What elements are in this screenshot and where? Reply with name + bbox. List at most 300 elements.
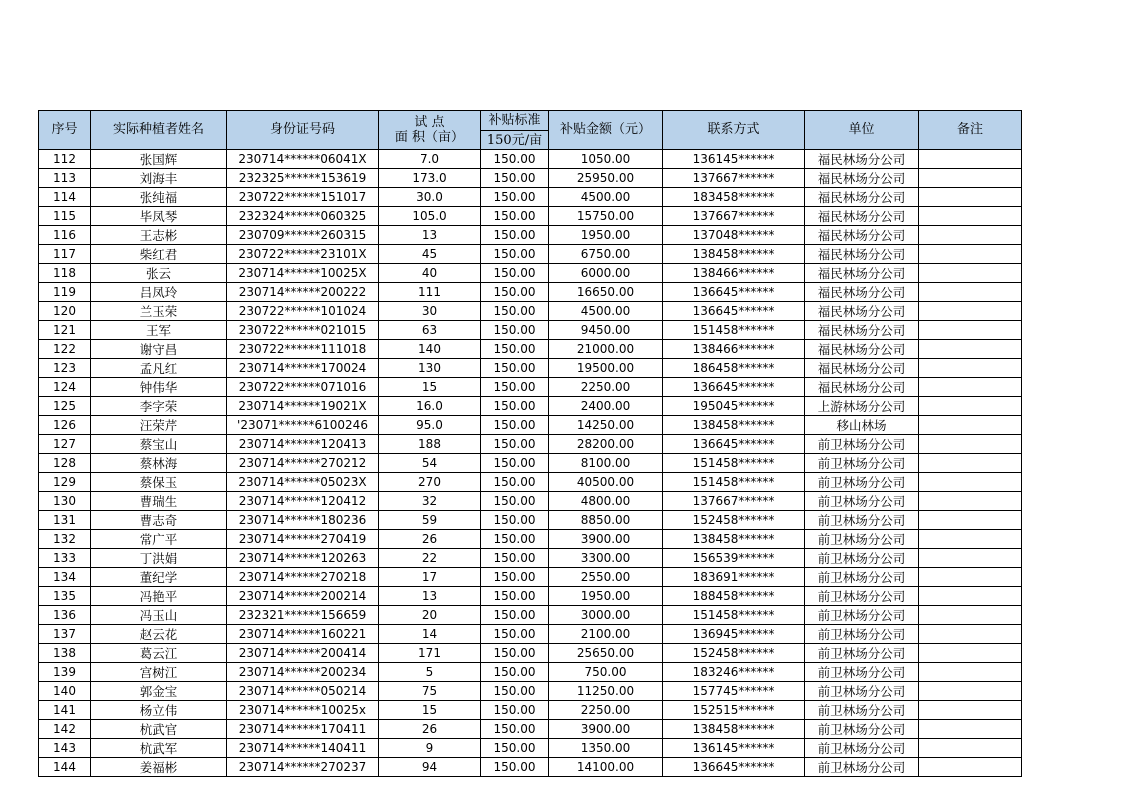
cell-standard: 150.00 [481, 188, 549, 207]
cell-amount: 9450.00 [549, 321, 663, 340]
table-row [39, 283, 1022, 302]
cell-unit: 前卫林场分公司 [805, 473, 919, 492]
cell-id-number: 230714******19021X [227, 397, 379, 416]
cell-remark [919, 625, 1022, 644]
cell-area: 140 [379, 340, 481, 359]
header-remark: 备注 [919, 111, 1022, 150]
cell-seq: 126 [39, 416, 91, 435]
cell-amount: 21000.00 [549, 340, 663, 359]
cell-standard: 150.00 [481, 454, 549, 473]
cell-area: 40 [379, 264, 481, 283]
cell-standard: 150.00 [481, 359, 549, 378]
cell-standard: 150.00 [481, 530, 549, 549]
table-row [39, 416, 1022, 435]
cell-id-number: 232324******060325 [227, 207, 379, 226]
cell-amount: 6750.00 [549, 245, 663, 264]
cell-remark [919, 378, 1022, 397]
table-row [39, 587, 1022, 606]
table-row [39, 245, 1022, 264]
cell-id-number: 230714******05023X [227, 473, 379, 492]
cell-name: 郭金宝 [91, 682, 227, 701]
cell-standard: 150.00 [481, 511, 549, 530]
cell-name: 王军 [91, 321, 227, 340]
cell-name: 王志彬 [91, 226, 227, 245]
cell-seq: 135 [39, 587, 91, 606]
cell-standard: 150.00 [481, 587, 549, 606]
cell-remark [919, 264, 1022, 283]
cell-standard: 150.00 [481, 663, 549, 682]
cell-id-number: 230714******270212 [227, 454, 379, 473]
cell-area: 75 [379, 682, 481, 701]
cell-id-number: 230714******170411 [227, 720, 379, 739]
table-row [39, 302, 1022, 321]
cell-standard: 150.00 [481, 283, 549, 302]
cell-remark [919, 473, 1022, 492]
cell-area: 26 [379, 720, 481, 739]
cell-unit: 福民林场分公司 [805, 245, 919, 264]
cell-area: 13 [379, 587, 481, 606]
cell-name: 常广平 [91, 530, 227, 549]
cell-unit: 福民林场分公司 [805, 283, 919, 302]
cell-seq: 127 [39, 435, 91, 454]
cell-id-number: 230714******050214 [227, 682, 379, 701]
table-row [39, 663, 1022, 682]
cell-remark [919, 188, 1022, 207]
cell-remark [919, 283, 1022, 302]
cell-area: 188 [379, 435, 481, 454]
cell-seq: 141 [39, 701, 91, 720]
cell-id-number: 230714******200222 [227, 283, 379, 302]
cell-unit: 前卫林场分公司 [805, 720, 919, 739]
cell-seq: 132 [39, 530, 91, 549]
cell-contact: 136645****** [663, 283, 805, 302]
cell-amount: 11250.00 [549, 682, 663, 701]
table-row [39, 492, 1022, 511]
cell-contact: 138466****** [663, 264, 805, 283]
subsidy-table [38, 110, 1022, 777]
cell-seq: 129 [39, 473, 91, 492]
cell-standard: 150.00 [481, 226, 549, 245]
cell-amount: 28200.00 [549, 435, 663, 454]
cell-name: 毕凤琴 [91, 207, 227, 226]
cell-area: 270 [379, 473, 481, 492]
cell-standard: 150.00 [481, 340, 549, 359]
cell-name: 杭武官 [91, 720, 227, 739]
cell-contact: 136645****** [663, 302, 805, 321]
cell-seq: 120 [39, 302, 91, 321]
cell-seq: 113 [39, 169, 91, 188]
cell-contact: 137667****** [663, 169, 805, 188]
cell-remark [919, 587, 1022, 606]
cell-standard: 150.00 [481, 245, 549, 264]
header-area-line2: 面 积（亩） [394, 130, 465, 145]
cell-name: 汪荣芹 [91, 416, 227, 435]
cell-id-number: 230714******270218 [227, 568, 379, 587]
cell-standard: 150.00 [481, 397, 549, 416]
cell-amount: 40500.00 [549, 473, 663, 492]
cell-seq: 123 [39, 359, 91, 378]
cell-remark [919, 492, 1022, 511]
cell-remark [919, 435, 1022, 454]
cell-contact: 136645****** [663, 378, 805, 397]
cell-seq: 144 [39, 758, 91, 777]
cell-id-number: 230714******180236 [227, 511, 379, 530]
cell-unit: 前卫林场分公司 [805, 606, 919, 625]
table-row [39, 758, 1022, 777]
cell-remark [919, 226, 1022, 245]
cell-contact: 138458****** [663, 416, 805, 435]
cell-remark [919, 758, 1022, 777]
header-standard-bottom: 150元/亩 [481, 131, 549, 150]
table-row [39, 606, 1022, 625]
cell-standard: 150.00 [481, 701, 549, 720]
table-row [39, 701, 1022, 720]
cell-id-number: 230714******160221 [227, 625, 379, 644]
cell-name: 姜福彬 [91, 758, 227, 777]
table-row [39, 207, 1022, 226]
cell-id-number: 230709******260315 [227, 226, 379, 245]
cell-unit: 上游林场分公司 [805, 397, 919, 416]
cell-unit: 前卫林场分公司 [805, 625, 919, 644]
cell-seq: 115 [39, 207, 91, 226]
cell-name: 刘海丰 [91, 169, 227, 188]
cell-amount: 1050.00 [549, 150, 663, 169]
cell-area: 30 [379, 302, 481, 321]
table-row [39, 549, 1022, 568]
cell-amount: 4800.00 [549, 492, 663, 511]
cell-amount: 2250.00 [549, 378, 663, 397]
cell-remark [919, 663, 1022, 682]
cell-id-number: 232321******156659 [227, 606, 379, 625]
cell-unit: 福民林场分公司 [805, 340, 919, 359]
cell-contact: 152458****** [663, 644, 805, 663]
cell-standard: 150.00 [481, 416, 549, 435]
table-row [39, 150, 1022, 169]
header-amount: 补贴金额（元） [549, 111, 663, 150]
cell-area: 171 [379, 644, 481, 663]
cell-remark [919, 359, 1022, 378]
cell-unit: 前卫林场分公司 [805, 663, 919, 682]
header-area [379, 111, 481, 150]
table-row [39, 530, 1022, 549]
cell-amount: 8100.00 [549, 454, 663, 473]
cell-id-number: 230722******101024 [227, 302, 379, 321]
cell-contact: 195045****** [663, 397, 805, 416]
cell-remark [919, 720, 1022, 739]
cell-amount: 2550.00 [549, 568, 663, 587]
cell-standard: 150.00 [481, 302, 549, 321]
cell-contact: 137667****** [663, 492, 805, 511]
cell-contact: 152515****** [663, 701, 805, 720]
cell-seq: 114 [39, 188, 91, 207]
cell-contact: 137048****** [663, 226, 805, 245]
cell-standard: 150.00 [481, 435, 549, 454]
cell-seq: 112 [39, 150, 91, 169]
table-row [39, 397, 1022, 416]
table-row [39, 226, 1022, 245]
table-row [39, 359, 1022, 378]
cell-name: 冯玉山 [91, 606, 227, 625]
cell-contact: 156539****** [663, 549, 805, 568]
cell-unit: 前卫林场分公司 [805, 701, 919, 720]
cell-unit: 前卫林场分公司 [805, 454, 919, 473]
cell-remark [919, 644, 1022, 663]
cell-amount: 1350.00 [549, 739, 663, 758]
cell-standard: 150.00 [481, 378, 549, 397]
cell-area: 45 [379, 245, 481, 264]
cell-amount: 3900.00 [549, 720, 663, 739]
table-row [39, 644, 1022, 663]
cell-unit: 福民林场分公司 [805, 188, 919, 207]
cell-amount: 1950.00 [549, 587, 663, 606]
cell-id-number: '23071******6100246 [227, 416, 379, 435]
cell-unit: 福民林场分公司 [805, 226, 919, 245]
cell-seq: 137 [39, 625, 91, 644]
table-body [39, 150, 1022, 777]
cell-seq: 124 [39, 378, 91, 397]
cell-amount: 25650.00 [549, 644, 663, 663]
table-row [39, 739, 1022, 758]
cell-area: 16.0 [379, 397, 481, 416]
cell-area: 30.0 [379, 188, 481, 207]
cell-seq: 143 [39, 739, 91, 758]
cell-standard: 150.00 [481, 473, 549, 492]
cell-amount: 4500.00 [549, 302, 663, 321]
cell-remark [919, 150, 1022, 169]
cell-remark [919, 340, 1022, 359]
cell-name: 钟伟华 [91, 378, 227, 397]
cell-seq: 119 [39, 283, 91, 302]
cell-amount: 2400.00 [549, 397, 663, 416]
cell-remark [919, 321, 1022, 340]
cell-unit: 前卫林场分公司 [805, 758, 919, 777]
cell-id-number: 230722******23101X [227, 245, 379, 264]
cell-area: 111 [379, 283, 481, 302]
cell-id-number: 230722******021015 [227, 321, 379, 340]
cell-standard: 150.00 [481, 321, 549, 340]
cell-name: 张云 [91, 264, 227, 283]
cell-contact: 151458****** [663, 473, 805, 492]
cell-name: 蔡宝山 [91, 435, 227, 454]
table-row [39, 473, 1022, 492]
cell-remark [919, 530, 1022, 549]
cell-unit: 前卫林场分公司 [805, 530, 919, 549]
cell-seq: 133 [39, 549, 91, 568]
header-seq: 序号 [39, 111, 91, 150]
cell-remark [919, 416, 1022, 435]
cell-unit: 前卫林场分公司 [805, 682, 919, 701]
cell-seq: 136 [39, 606, 91, 625]
cell-name: 宫树江 [91, 663, 227, 682]
cell-name: 杭武军 [91, 739, 227, 758]
cell-contact: 136645****** [663, 758, 805, 777]
cell-unit: 福民林场分公司 [805, 359, 919, 378]
cell-contact: 137667****** [663, 207, 805, 226]
cell-id-number: 230714******200414 [227, 644, 379, 663]
cell-amount: 2100.00 [549, 625, 663, 644]
cell-id-number: 230714******120263 [227, 549, 379, 568]
cell-unit: 福民林场分公司 [805, 169, 919, 188]
cell-id-number: 230722******151017 [227, 188, 379, 207]
cell-area: 173.0 [379, 169, 481, 188]
cell-standard: 150.00 [481, 549, 549, 568]
cell-name: 曹志奇 [91, 511, 227, 530]
cell-contact: 136145****** [663, 739, 805, 758]
cell-standard: 150.00 [481, 264, 549, 283]
cell-seq: 128 [39, 454, 91, 473]
cell-remark [919, 682, 1022, 701]
cell-standard: 150.00 [481, 758, 549, 777]
cell-unit: 前卫林场分公司 [805, 435, 919, 454]
cell-unit: 福民林场分公司 [805, 207, 919, 226]
cell-id-number: 230714******06041X [227, 150, 379, 169]
cell-seq: 117 [39, 245, 91, 264]
cell-amount: 16650.00 [549, 283, 663, 302]
cell-id-number: 230714******270419 [227, 530, 379, 549]
cell-standard: 150.00 [481, 169, 549, 188]
cell-contact: 151458****** [663, 606, 805, 625]
cell-remark [919, 454, 1022, 473]
cell-area: 13 [379, 226, 481, 245]
table-row [39, 625, 1022, 644]
cell-id-number: 230714******10025x [227, 701, 379, 720]
cell-area: 32 [379, 492, 481, 511]
cell-seq: 122 [39, 340, 91, 359]
cell-name: 谢守昌 [91, 340, 227, 359]
cell-area: 9 [379, 739, 481, 758]
cell-seq: 131 [39, 511, 91, 530]
cell-standard: 150.00 [481, 644, 549, 663]
cell-area: 7.0 [379, 150, 481, 169]
cell-seq: 142 [39, 720, 91, 739]
cell-name: 葛云江 [91, 644, 227, 663]
table-row [39, 378, 1022, 397]
table-header [39, 111, 1022, 150]
cell-area: 15 [379, 701, 481, 720]
cell-area: 17 [379, 568, 481, 587]
table-row [39, 435, 1022, 454]
cell-remark [919, 302, 1022, 321]
cell-unit: 前卫林场分公司 [805, 739, 919, 758]
header-area-line1: 试 点 [414, 115, 445, 130]
cell-contact: 188458****** [663, 587, 805, 606]
table-row [39, 321, 1022, 340]
cell-amount: 2250.00 [549, 701, 663, 720]
cell-name: 冯艳平 [91, 587, 227, 606]
cell-unit: 福民林场分公司 [805, 302, 919, 321]
cell-remark [919, 606, 1022, 625]
table-row [39, 264, 1022, 283]
header-id-number: 身份证号码 [227, 111, 379, 150]
cell-name: 柴红君 [91, 245, 227, 264]
table-row [39, 720, 1022, 739]
cell-remark [919, 207, 1022, 226]
cell-amount: 3300.00 [549, 549, 663, 568]
cell-name: 董纪学 [91, 568, 227, 587]
cell-standard: 150.00 [481, 492, 549, 511]
cell-name: 蔡林海 [91, 454, 227, 473]
cell-id-number: 230714******200234 [227, 663, 379, 682]
cell-area: 5 [379, 663, 481, 682]
cell-unit: 福民林场分公司 [805, 321, 919, 340]
cell-unit: 前卫林场分公司 [805, 511, 919, 530]
cell-contact: 136145****** [663, 150, 805, 169]
cell-area: 130 [379, 359, 481, 378]
cell-seq: 116 [39, 226, 91, 245]
cell-seq: 121 [39, 321, 91, 340]
cell-id-number: 230714******270237 [227, 758, 379, 777]
cell-contact: 138466****** [663, 340, 805, 359]
cell-amount: 4500.00 [549, 188, 663, 207]
cell-id-number: 232325******153619 [227, 169, 379, 188]
cell-area: 14 [379, 625, 481, 644]
cell-seq: 125 [39, 397, 91, 416]
cell-remark [919, 245, 1022, 264]
cell-unit: 前卫林场分公司 [805, 644, 919, 663]
cell-unit: 福民林场分公司 [805, 264, 919, 283]
cell-remark [919, 169, 1022, 188]
cell-name: 张纯福 [91, 188, 227, 207]
cell-remark [919, 701, 1022, 720]
cell-unit: 前卫林场分公司 [805, 549, 919, 568]
cell-contact: 151458****** [663, 321, 805, 340]
cell-standard: 150.00 [481, 150, 549, 169]
cell-seq: 138 [39, 644, 91, 663]
cell-contact: 138458****** [663, 530, 805, 549]
cell-name: 李字荣 [91, 397, 227, 416]
cell-remark [919, 397, 1022, 416]
cell-amount: 1950.00 [549, 226, 663, 245]
cell-contact: 136645****** [663, 435, 805, 454]
table-row [39, 340, 1022, 359]
cell-contact: 152458****** [663, 511, 805, 530]
cell-name: 蔡保玉 [91, 473, 227, 492]
cell-contact: 186458****** [663, 359, 805, 378]
cell-id-number: 230714******10025X [227, 264, 379, 283]
cell-area: 105.0 [379, 207, 481, 226]
cell-id-number: 230722******111018 [227, 340, 379, 359]
cell-area: 54 [379, 454, 481, 473]
cell-standard: 150.00 [481, 720, 549, 739]
cell-contact: 183691****** [663, 568, 805, 587]
cell-amount: 14100.00 [549, 758, 663, 777]
table-row [39, 511, 1022, 530]
cell-seq: 134 [39, 568, 91, 587]
cell-name: 赵云花 [91, 625, 227, 644]
cell-name: 张国辉 [91, 150, 227, 169]
cell-amount: 3900.00 [549, 530, 663, 549]
cell-contact: 136945****** [663, 625, 805, 644]
cell-area: 94 [379, 758, 481, 777]
header-name: 实际种植者姓名 [91, 111, 227, 150]
cell-unit: 移山林场 [805, 416, 919, 435]
cell-standard: 150.00 [481, 682, 549, 701]
cell-unit: 福民林场分公司 [805, 150, 919, 169]
cell-contact: 183246****** [663, 663, 805, 682]
cell-amount: 750.00 [549, 663, 663, 682]
cell-contact: 138458****** [663, 720, 805, 739]
cell-remark [919, 511, 1022, 530]
cell-amount: 8850.00 [549, 511, 663, 530]
cell-remark [919, 739, 1022, 758]
cell-name: 曹瑞生 [91, 492, 227, 511]
cell-seq: 118 [39, 264, 91, 283]
cell-contact: 157745****** [663, 682, 805, 701]
cell-amount: 15750.00 [549, 207, 663, 226]
cell-standard: 150.00 [481, 606, 549, 625]
cell-amount: 25950.00 [549, 169, 663, 188]
cell-area: 59 [379, 511, 481, 530]
